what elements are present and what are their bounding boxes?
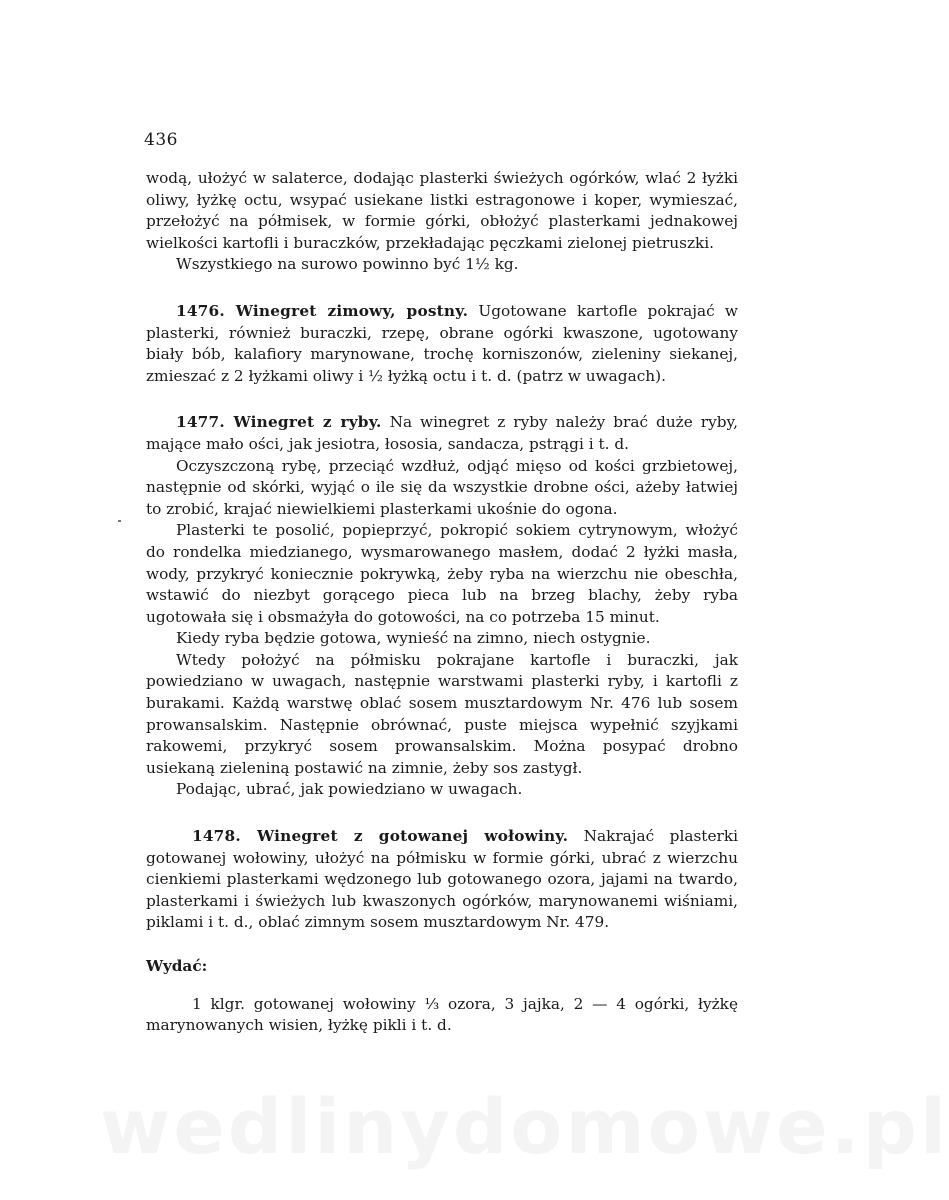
- paragraph-continuation: wodą, ułożyć w salaterce, dodając plasterki świeżych ogórków, wlać 2 łyżki oliwy, łyżkę octu, wsypać usiekane listki estragonowe i koper, wymieszać, przełożyć na półmisek, w formie górki, obłożyć plasterkami jednakowej wielkości kartofli i buraczków, przekładając pęczkami zielonej pietruszki.: [146, 169, 738, 252]
- recipe-1478-heading: 1478. Winegret z gotowanej wołowiny.: [192, 827, 569, 846]
- recipe-text: [146, 168, 738, 1037]
- page-number: 436: [144, 130, 178, 150]
- recipe-1477-heading: 1477. Winegret z ryby.: [176, 413, 382, 432]
- serving-text: 1 klgr. gotowanej wołowiny ⅓ ozora, 3 jajka, 2 — 4 ogórki, łyżkę marynowanych wisien, łyżkę pikli i t. d.: [146, 994, 738, 1035]
- recipe-1477-paragraph-3: Plasterki te posolić, popieprzyć, pokropić sokiem cytrynowym, włożyć do rondelka miedzianego, wysmarowanego masłem, dodać 2 łyżki masła, wody, przykryć koniecznie pokrywką, żeby ryba na wierzchu nie obeschła, wstawić do niezbyt gorącego pieca lub na brzeg blachy, żeby ryba ugotowała się i obsmażyła do gotowości, na co potrzeba 15 minut.: [146, 521, 738, 626]
- serving-heading: Wydać:: [146, 957, 208, 975]
- recipe-1476-heading: 1476. Winegret zimowy, postny.: [176, 301, 469, 320]
- recipe-1476: [146, 301, 738, 387]
- recipe-1477-paragraph-2: Oczyszczoną rybę, przeciąć wzdłuż, odjąć mięso od kości grzbietowej, następnie od skórki, wyjąć o ile się da wszystkie drobne ości, ażeby łatwiej to zrobić, krajać niewielkiemi plasterkami ukośnie do ogona.: [146, 456, 738, 518]
- recipe-1478-text: Nakrajać plasterki gotowanej wołowiny, ułożyć na półmisku w formie górki, ubrać z wierzchu cienkiemi plasterkami wędzonego lub gotowanego ozora, jajami na twardo, plasterkami i świeżych lub kwaszonych ogórków, marynowanemi wiśniami, piklami i t. d., oblać zimnym sosem musztardowym Nr. 479.: [146, 827, 738, 932]
- recipe-1477: [146, 412, 738, 455]
- recipe-1478: [146, 826, 738, 934]
- recipe-1477-text: Na winegret z ryby należy brać duże ryby, mające mało ości, jak jesiotra, łososia, sandacza, pstrągi i t. d.: [146, 413, 738, 453]
- paragraph-total-weight: Wszystkiego na surowo powinno być 1½ kg.: [176, 255, 519, 274]
- margin-mark: [118, 520, 121, 522]
- recipe-1477-paragraph-6: Podając, ubrać, jak powiedziano w uwagach.: [176, 780, 523, 799]
- watermark: wedlinydomowe.pl: [100, 1082, 949, 1171]
- recipe-1477-paragraph-4: Kiedy ryba będzie gotowa, wynieść na zimno, niech ostygnie.: [176, 629, 651, 648]
- recipe-1476-text: Ugotowane kartofle pokrajać w plasterki, również buraczki, rzepę, obrane ogórki kwaszone, ugotowany biały bób, kalafiory marynowane, trochę korniszonów, zieleniny siekanej, zmieszać z 2 łyżkami oliwy i ½ łyżką octu i t. d. (patrz w uwagach).: [146, 301, 739, 385]
- recipe-1477-paragraph-5: Wtedy położyć na półmisku pokrajane kartofle i buraczki, jak powiedziano w uwagach, następnie warstwami plasterki ryby, i kartofli z burakami. Każdą warstwę oblać sosem musztardowym Nr. 476 lub sosem prowansalskim. Następnie obrównać, puste miejsca wypełnić szyjkami rakowemi, przykryć sosem prowansalskim. Można posypać drobno usiekaną zieleniną postawić na zimnie, żeby sos zastygł.: [146, 650, 738, 777]
